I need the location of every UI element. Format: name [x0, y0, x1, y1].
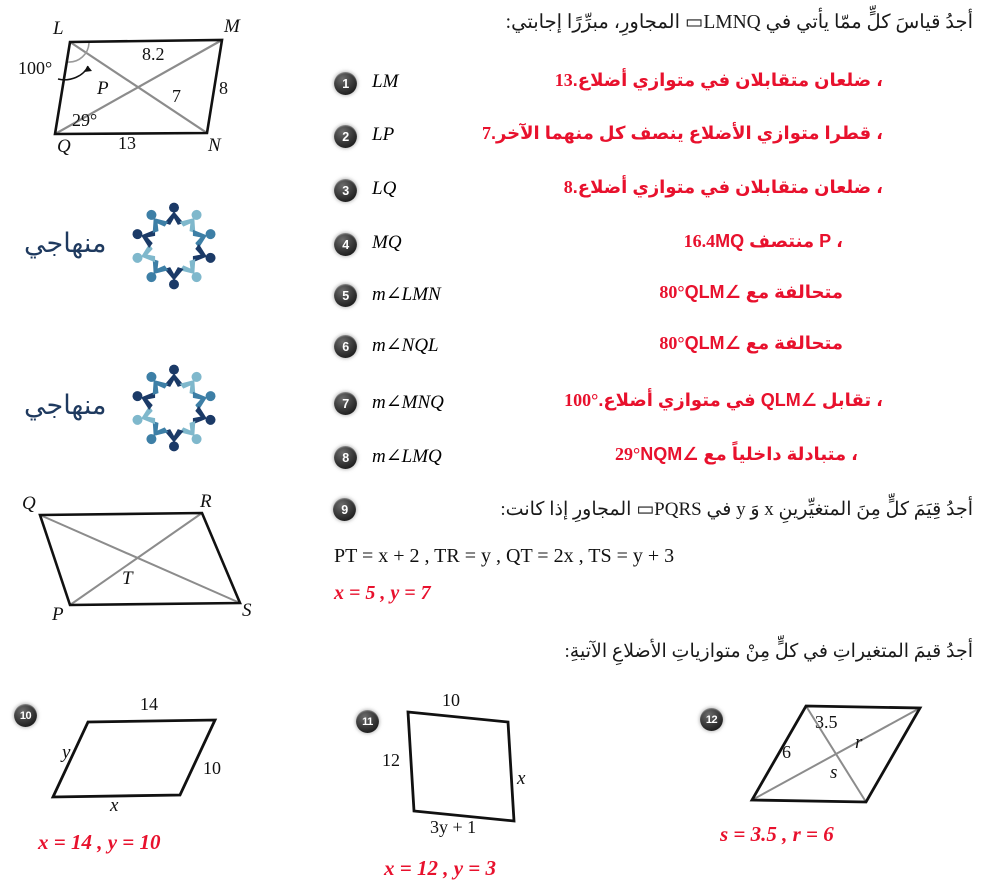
- length-label-13: 13: [118, 133, 136, 153]
- q9-givens: PT = x + 2 , TR = y , QT = 2x , TS = y + 3: [334, 545, 675, 567]
- length-label-upper: 3.5: [815, 712, 838, 732]
- item-answer-7: [564, 390, 883, 411]
- answer-text-6: متحالفة مع ∠QLM: [684, 333, 843, 353]
- answer-text-3: ، ضلعان متقابلان في متوازي أضلاع.: [572, 177, 883, 197]
- item-answer-4: [684, 231, 843, 252]
- length-label-8-2: 8.2: [142, 44, 165, 64]
- variable-label-right: x: [517, 768, 526, 789]
- answer-value-5: 80°: [659, 282, 685, 302]
- answer-value-1: 13: [554, 70, 573, 90]
- item-badge-4[interactable]: 4: [334, 233, 357, 256]
- item-label-3: LQ: [372, 178, 397, 199]
- item-badge-6[interactable]: 6: [334, 335, 357, 358]
- answer-text-8: ، متبادلة داخلياً مع ∠NQM: [640, 444, 858, 464]
- parallelogram-outline: [53, 720, 215, 797]
- item-badge-12[interactable]: 12: [700, 708, 723, 731]
- length-label-8: 8: [219, 78, 228, 98]
- q9-answer: x = 5 , y = 7: [334, 582, 431, 604]
- answer-text-5: متحالفة مع ∠QLM: [684, 282, 843, 302]
- diagonal-pr: [70, 513, 202, 605]
- vertex-label-q: Q: [57, 136, 71, 157]
- answer-text-2: ، قطرا متوازي الأضلاع ينصف كل منهما الآخر.: [490, 123, 883, 143]
- length-label-top: 14: [140, 694, 158, 714]
- length-label-top: 10: [442, 690, 460, 710]
- variable-label-bottom: x: [110, 795, 119, 816]
- item-label-1: LM: [372, 71, 399, 92]
- length-label-left: 12: [382, 750, 400, 770]
- answer-text-4: ، P منتصف MQ: [715, 231, 843, 251]
- answer-text-1: ، ضلعان متقابلان في متوازي أضلاع.: [572, 70, 883, 90]
- item-answer-5: [659, 282, 843, 303]
- center-point-label-p: P: [97, 78, 109, 99]
- parallelogram-outline: [408, 712, 514, 821]
- item-badge-3[interactable]: 3: [334, 179, 357, 202]
- figure-10-svg: [40, 690, 300, 820]
- figure-lmnq: [0, 0, 260, 175]
- variable-label-lower: s: [830, 762, 838, 783]
- manhaji-logo-top: [22, 198, 222, 298]
- item-11-answer: x = 12 , y = 3: [384, 856, 497, 880]
- item-10-answer: x = 14 , y = 10: [38, 830, 161, 854]
- item-label-7: m∠MNQ: [372, 392, 444, 413]
- item-label-8: m∠LMQ: [372, 446, 442, 467]
- vertex-label-m: M: [224, 16, 240, 37]
- variable-label-right: r: [855, 732, 863, 753]
- answer-value-3: 8: [563, 177, 573, 197]
- logo-wordmark: منهاجي: [24, 228, 107, 259]
- prompt-main: أجدُ قياسَ كلٍّ ممّا يأتي في LMNQ▭ المجاورِ، مبرِّرًا إجابتي:: [505, 12, 973, 33]
- figure-pqrs: [0, 490, 290, 630]
- manhaji-logo-bottom: [22, 360, 222, 460]
- figure-item-12: [730, 690, 960, 820]
- item-12-answer: s = 3.5 , r = 6: [720, 822, 834, 846]
- item-badge-11[interactable]: 11: [356, 710, 379, 733]
- item-label-5: m∠LMN: [372, 284, 441, 305]
- logo-mark-icon: [126, 360, 222, 456]
- vertex-label-n: N: [208, 135, 221, 156]
- vertex-label-p: P: [52, 604, 64, 625]
- length-label-left: 6: [782, 742, 791, 762]
- item-badge-8[interactable]: 8: [334, 446, 357, 469]
- figure-12-svg: [730, 690, 960, 820]
- item-answer-2: [482, 123, 883, 144]
- angle-pointer-arrowhead: [84, 66, 92, 72]
- prompt-q9: أجدُ قِيَمَ كلٍّ مِنَ المتغيِّرينِ x وَ y في PQRS▭ المجاورِ إذا كانت:: [500, 499, 973, 520]
- figure-item-11: [380, 690, 580, 840]
- item-label-6: m∠NQL: [372, 335, 439, 356]
- vertex-label-s: S: [242, 600, 252, 621]
- angle-label-29: 29°: [72, 110, 98, 130]
- item-answer-8: [615, 444, 858, 465]
- diagonal-qs: [40, 515, 240, 603]
- item-answer-6: [659, 333, 843, 354]
- logo-wordmark: منهاجي: [24, 390, 107, 421]
- answer-value-4: 16.4: [683, 231, 716, 251]
- item-badge-9[interactable]: 9: [333, 498, 356, 521]
- item-badge-2[interactable]: 2: [334, 125, 357, 148]
- vertex-label-r: R: [200, 491, 212, 512]
- angle-label-100: 100°: [18, 58, 53, 78]
- expression-label-bottom: 3y + 1: [430, 817, 477, 837]
- angle-arc-l: [68, 43, 89, 62]
- figure-item-10: [40, 690, 300, 820]
- item-answer-1: [555, 70, 883, 91]
- item-label-2: LP: [372, 124, 395, 145]
- answer-value-7: 100°: [564, 390, 599, 410]
- angle-pointer-arrow: [58, 66, 88, 80]
- vertex-label-q: Q: [22, 493, 36, 514]
- prompt-variables: أجدُ قيمَ المتغيراتِ في كلٍّ مِنْ متوازياتِ الأضلاعِ الآتيةِ:: [564, 641, 973, 662]
- answer-value-6: 80°: [659, 333, 685, 353]
- item-badge-10[interactable]: 10: [14, 704, 37, 727]
- vertex-label-l: L: [53, 18, 64, 39]
- item-badge-1[interactable]: 1: [334, 72, 357, 95]
- answer-text-7: ، تقابل ∠QLM في متوازي أضلاع.: [598, 390, 883, 410]
- answer-value-8: 29°: [615, 444, 641, 464]
- logo-mark-icon: [126, 198, 222, 294]
- figure-11-svg: [380, 690, 580, 840]
- length-label-right: 10: [203, 758, 221, 778]
- item-badge-7[interactable]: 7: [334, 392, 357, 415]
- item-label-4: MQ: [372, 232, 402, 253]
- variable-label-left: y: [62, 742, 71, 763]
- answer-value-2: 7: [481, 123, 491, 143]
- center-point-label-t: T: [122, 568, 133, 589]
- length-label-7: 7: [172, 86, 181, 106]
- item-badge-5[interactable]: 5: [334, 284, 357, 307]
- item-answer-3: [564, 177, 883, 198]
